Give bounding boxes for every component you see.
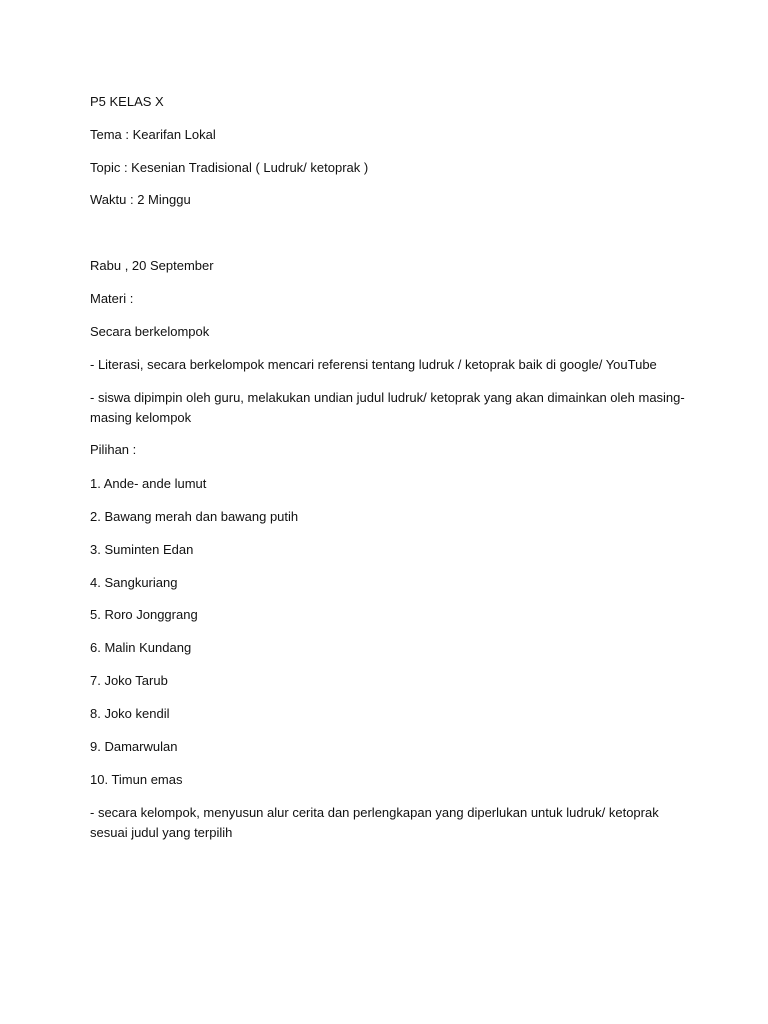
list-item: 2. Bawang merah dan bawang putih xyxy=(90,509,299,524)
topic-line: Topic : Kesenian Tradisional ( Ludruk/ ketoprak ) xyxy=(90,160,369,175)
list-item: 10. Timun emas xyxy=(90,772,183,787)
bullet-undian-line1: - siswa dipimpin oleh guru, melakukan undian judul ludruk/ ketoprak yang akan dimainkan oleh masing- xyxy=(90,390,685,405)
list-item: 6. Malin Kundang xyxy=(90,640,192,655)
list-item: 9. Damarwulan xyxy=(90,739,178,754)
list-item: 5. Roro Jonggrang xyxy=(90,607,198,622)
list-item: 4. Sangkuriang xyxy=(90,575,178,590)
date-line: Rabu , 20 September xyxy=(90,258,214,273)
tema-line: Tema : Kearifan Lokal xyxy=(90,127,216,142)
list-item: 1. Ande- ande lumut xyxy=(90,476,207,491)
materi-label: Materi : xyxy=(90,291,134,306)
list-item: 7. Joko Tarub xyxy=(90,673,168,688)
bullet-undian-line2: masing kelompok xyxy=(90,410,192,425)
bullet-alur-line2: sesuai judul yang terpilih xyxy=(90,825,233,840)
pilihan-label: Pilihan : xyxy=(90,442,137,457)
bullet-literasi: - Literasi, secara berkelompok mencari referensi tentang ludruk / ketoprak baik di google/ YouTube xyxy=(90,357,657,372)
mode-line: Secara berkelompok xyxy=(90,324,210,339)
list-item: 3. Suminten Edan xyxy=(90,542,194,557)
list-item: 8. Joko kendil xyxy=(90,706,170,721)
waktu-line: Waktu : 2 Minggu xyxy=(90,192,191,207)
document-title: P5 KELAS X xyxy=(90,94,164,109)
bullet-alur-line1: - secara kelompok, menyusun alur cerita dan perlengkapan yang diperlukan untuk ludruk/ ketoprak xyxy=(90,805,659,820)
